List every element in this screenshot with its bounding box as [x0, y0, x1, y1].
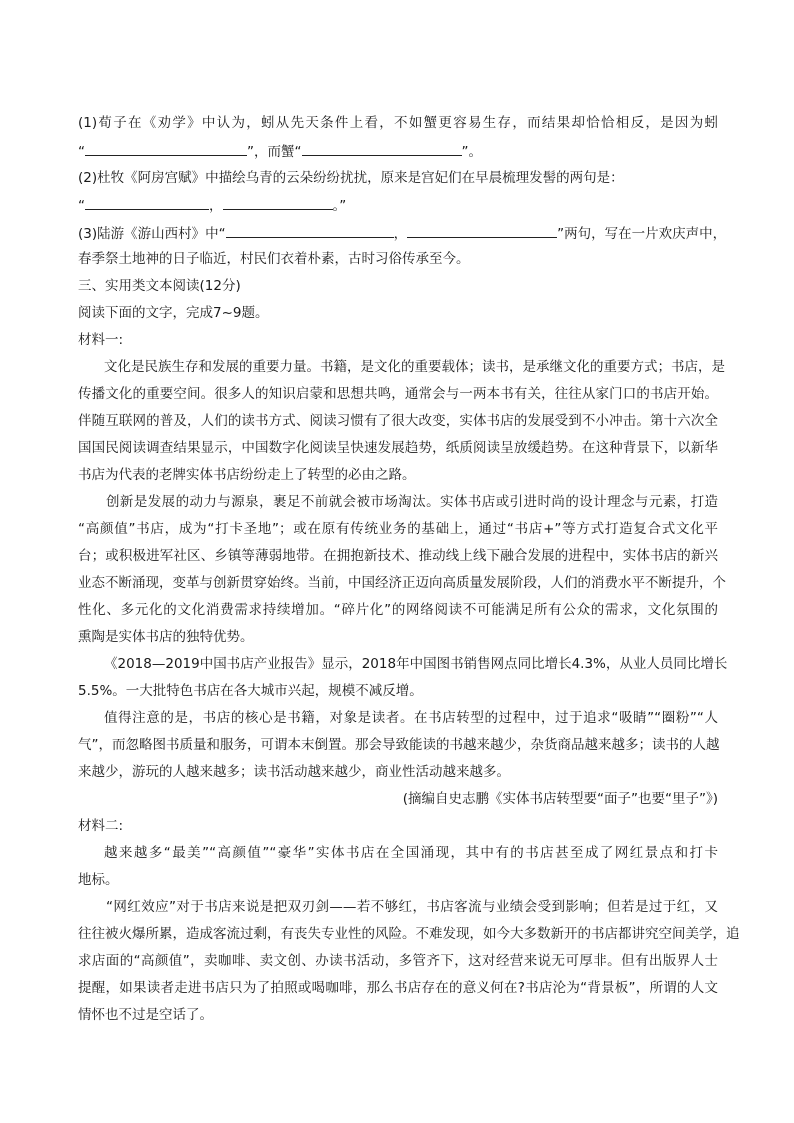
q2-answer-blank-1[interactable]	[85, 195, 209, 210]
material1-source: (摘编自史志鹏《实体书店转型要“面子”也要“里子”》)	[402, 791, 718, 807]
material2-p2-line: 往往被火爆所累，造成客流过剩，有丧失专业性的风险。不难发现，如今大多数新开的书店都讲究空间美学，追	[78, 926, 740, 942]
material1-p4-line: 气”，而忽略图书质量和服务，可谓本末倒置。那会导致能读的书越来越少，杂货商品越来越多；读书的人越	[78, 737, 720, 753]
material2-p1-line: 地标。	[78, 872, 119, 888]
q3-line2: 春季祭土地神的日子临近，村民们衣着朴素，古时习俗传承至今。	[78, 251, 470, 267]
material2-p2-line: 情怀也不过是空话了。	[78, 1007, 213, 1023]
q1-answer-blank-1[interactable]	[85, 141, 247, 156]
material2-p2-line: 提醒，如果读者走进书店只为了拍照或喝咖啡，那么书店存在的意义何在?书店沦为“背景板”，所谓的人文	[78, 980, 718, 996]
material1-p4-line: 来越少，游玩的人越来越多；读书活动越来越少，商业性活动越来越多。	[78, 764, 510, 780]
q3-answer-blank-2[interactable]	[407, 223, 557, 238]
material1-p1-line: 伴随互联网的普及，人们的读书方式、阅读习惯有了很大改变，实体书店的发展受到不小冲击。第十六次全	[78, 413, 718, 429]
q1-line2: “ ”，而蟹“ ”。	[78, 141, 718, 162]
material1-p4-line: 值得注意的是，书店的核心是书籍，对象是读者。在书店转型的过程中，过于追求“吸睛”“圈粉”“人	[104, 710, 718, 726]
q3-line1: (3)陆游《游山西村》中“ ， ”两句，写在一片欢庆声中，	[78, 223, 718, 244]
material1-p3-line: 《2018—2019中国书店产业报告》显示，2018年中国图书销售网点同比增长4.3%，从业人员同比增长	[104, 656, 728, 672]
q3-answer-blank-1[interactable]	[226, 223, 394, 238]
material1-p1-line: 国国民阅读调查结果显示，中国数字化阅读呈快速发展趋势，纸质阅读呈放缓趋势。在这种背景下，以新华	[78, 440, 718, 456]
material1-p1-line: 传播文化的重要空间。很多人的知识启蒙和思想共鸣，通常会与一两本书有关，往往从家门口的书店开始。	[78, 386, 718, 402]
material1-p2-line: 业态不断涌现，变革与创新贯穿始终。当前，中国经济正迈向高质量发展阶段，人们的消费水平不断提升，个	[78, 575, 726, 591]
material1-p2-line: 台；或积极进军社区、乡镇等薄弱地带。在拥抱新技术、推动线上线下融合发展的进程中，实体书店的新兴	[78, 548, 718, 564]
material2-p1-line: 越来越多“最美”“高颜值”“豪华”实体书店在全国涌现，其中有的书店甚至成了网红景点和打卡	[104, 845, 718, 861]
material1-p2-line: “高颜值”书店，成为“打卡圣地”；或在原有传统业务的基础上，通过“书店+”等方式打造复合式文化平	[78, 521, 718, 537]
q2-line1: (2)杜牧《阿房宫赋》中描绘乌青的云朵纷纷扰扰，原来是宫妃们在早晨梳理发髻的两句是：	[78, 170, 624, 186]
material2-label: 材料二:	[78, 818, 124, 834]
section-heading: 三、实用类文本阅读(12分)	[78, 278, 241, 294]
q2-answer-blank-2[interactable]	[223, 195, 333, 210]
material1-p2-line: 创新是发展的动力与源泉，裹足不前就会被市场淘汰。实体书店或引进时尚的设计理念与元素，打造	[106, 494, 718, 510]
material2-p2-line: “网红效应”对于书店来说是把双刃剑——若不够红，书店客流与业绩会受到影响；但若是过于红，又	[106, 899, 718, 915]
material2-p2-line: 求店面的“高颜值”，卖咖啡、卖文创、办读书活动，多管齐下，这对经营来说无可厚非。但有出版界人士	[78, 953, 718, 969]
material1-label: 材料一:	[78, 332, 124, 348]
q2-line2: “ ， 。”	[78, 195, 718, 216]
material1-p3-line: 5.5%。一大批特色书店在各大城市兴起，规模不减反增。	[78, 683, 423, 699]
q1-answer-blank-2[interactable]	[302, 141, 462, 156]
material1-p1-line: 书店为代表的老牌实体书店纷纷走上了转型的必由之路。	[78, 467, 416, 483]
q1-line1: (1)荀子在《劝学》中认为，蚓从先天条件上看，不如蟹更容易生存，而结果却恰恰相反，是因为蚓	[78, 115, 718, 131]
material1-p2-line: 性化、多元化的文化消费需求持续增加。“碎片化”的网络阅读不可能满足所有公众的需求，文化氛围的	[78, 602, 718, 618]
material1-p2-line: 熏陶是实体书店的独特优势。	[78, 629, 254, 645]
section-instruction: 阅读下面的文字，完成7~9题。	[78, 305, 269, 321]
material1-p1-line: 文化是民族生存和发展的重要力量。书籍，是文化的重要载体；读书，是承继文化的重要方式；书店，是	[104, 359, 725, 375]
